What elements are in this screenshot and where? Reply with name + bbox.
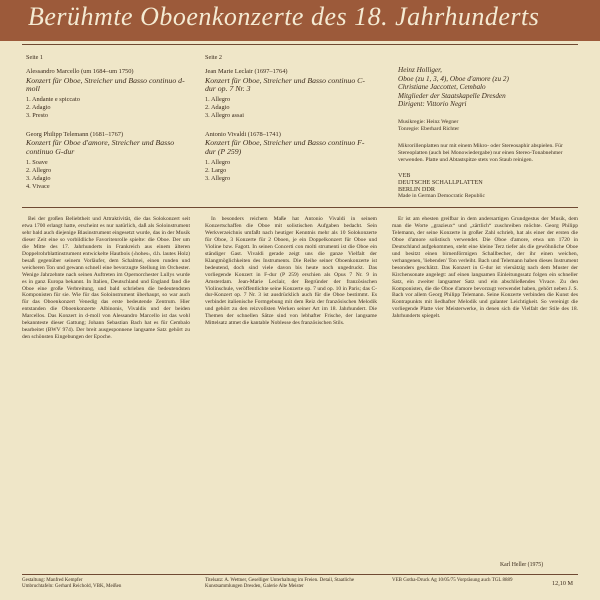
composer: Antonio Vivaldi (1678–1741) [205,131,281,139]
label-veb: VEB [398,171,411,179]
work-title: Konzert für Oboe, Streicher und Basso continuo F-dur (P 259) [205,138,365,157]
footer-print: VEB Gotha-Druck Ag 10/05/75 Vorpräsung auch TGL 8889 [392,578,513,583]
essay-text: In besonders reichem Maße hat Antonio Vivaldi in seinem Konzertschaffen die Oboe mit solistischen Aufgaben bedacht. Sein Werkverzeichnis umfaßt nach heutiger Kenntnis mehr als 10 Solokonzerte für Oboe, 3 Konzerte für 2 Oboen, je ein Doppelkonzert für Oboe und Violine bzw. Fagott. In seinen Concerti con molti strumenti ist die Oboe ein ständiger Gast. Vivaldi gerade zeigt uns die ganze Vielfalt der Klangmöglichkeiten des Instruments. Die Reihe seiner Oboenkonzerte ist bedeutend, doch sind viele davon bis heute noch ungedruckt. Das vorliegende Konzert in F-dur (P 259) erschien als Opus 7 Nr. 9 in Amsterdam. Jean-Marie Leclair, der Begründer der französischen Violinschule, veröffentlichte seine Konzerte op. 7 und op. 10 in Paris; das C-dur-Konzert op. 7 Nr. 3 ist ausdrücklich auch für die Oboe bestimmt. Es verbindet italienische Formgebung mit dem Reiz der französischen Melodik und gehört zu den reizvollsten Werken seiner Art im 18. Jahrhundert. Die Themen der schnellen Sätze sind von lebhafter Frische, der langsame Mittelsatz atmet die kantable Noblesse des französischen Stils. [205,216,377,327]
performer-line: Oboe (zu 1, 3, 4), Oboe d'amore (zu 2) [398,74,509,83]
credit-line: Tonregie: Eberhard Richter [398,125,460,132]
movement: 3. Presto [26,112,49,120]
label-origin: Made in German Democratic Republic [398,192,485,199]
side2-column [205,54,365,194]
side2-label: Seite 2 [205,54,223,61]
side1-column [26,54,186,202]
performer-line: Heinz Holliger, [398,66,442,74]
movement: 3. Allegro [205,175,231,183]
movement: 3. Adagio [26,175,51,183]
composer: Jean Marie Leclair (1697–1764) [205,68,288,76]
side1-work-1 [26,68,186,120]
performers-column [398,66,578,200]
essay-author: Karl Heller (1975) [500,562,544,568]
movement: 2. Allegro [26,167,52,175]
side2-work-1 [205,68,365,120]
footer-design: Gestaltung: Manfred Kempfer Umbruchtafeln: Gerhard Reichold, VBK, Meißen [22,578,122,589]
middle-rule [22,207,578,208]
movement: 2. Adagio [205,104,230,112]
movement: 1. Soave [26,159,48,167]
price: 12,10 M [552,580,573,587]
essay-column-2 [205,216,377,570]
composer: Alessandro Marcello (um 1684–um 1750) [26,68,134,76]
title-banner [0,0,600,41]
credit-line: Musikregie: Heinz Wegner [398,118,459,125]
side2-work-2 [205,131,365,183]
playback-notice: Mikrorillenplatten nur mit einem Mikro- oder Stereosaphir abspielen. Für Stereoplatten (auch bei Monowiedergabe) nur einen Stereo-Tonabnehmer verwenden. Platte und Abtastspitze stets von Staub reinigen. [398,142,563,163]
label-city: BERLIN DDR [398,185,435,193]
performer-line: Dirigent: Vittorio Negri [398,100,467,108]
movement: 2. Largo [205,167,227,175]
work-title: Konzert für Oboe d'amore, Streicher und Basso continuo G-dur [26,138,175,157]
essay-column-1 [22,216,190,570]
label-name: DEUTSCHE SCHALLPLATTEN [398,178,483,186]
composer: Georg Philipp Telemann (1681–1767) [26,131,124,139]
work-title: Konzert für Oboe, Streicher und Basso continuo C-dur op. 7 Nr. 3 [205,75,365,94]
bottom-rule [22,574,578,575]
essay-text: Bei der großen Beliebtheit und Attraktivität, die das Solokonzert seit etwa 1700 erlangt hatte, erscheint es nur natürlich, daß als Soloinstrument sehr bald auch diejenige Blasinstrument eingesetzt wurde, das in der Musik dieser Zeit eine so vorbildliche Favoritenrolle spielte: die Oboe. Der um die Mitte des 17. Jahrhunderts in Frankreich aus einem älteren Doppelrohrblattinstrument entwickelte Hautbois (›hohes‹, d.h. lautes Holz) besaß gegenüber seinem Vorläufer, dem Schalmei, einen runden und weicheren Ton und gewann schnell eine bevorzugte Stellung im Orchester. Wenige Jahrzehnte nach seinen Auftreten im Opernorchester Lullys wurde es in ganz Europa bekannt. In Italien, Deutschland und England fand die Oboe eine große Verbreitung, und bald schrieben die bedeutendsten Komponisten für sie. Wie für das Soloinstrument überhaupt, so war auch für das Oboenkonzert Venedig das erste bedeutende Zentrum. Hier entstanden die Oboenkonzerte Albinonis, Vivaldis und der beiden Marcellos. Das Konzert in d-moll von Alessandro Marcello ist das wohl bekannteste dieser Gattung; Johann Sebastian Bach hat es für Cembalo bearbeitet (BWV 974). Der breit ausgesponnene langsame Satz gehört zu den schönsten Eingebungen der Epoche. [22,216,190,341]
movement: 1. Andante e spiccato [26,96,80,104]
side1-work-2 [26,131,186,191]
essay-text: Er ist am ehesten greifbar in dem andersartigen Grundgestus der Musik, dem man die Worte „grazieux“ und „zärtlich“ zuschreiben möchte. Georg Philipp Telemann, der seine Konzerte in großer Zahl schrieb, hat als einer der ersten die Oboe d'amore solistisch verwendet. Die Oboe d'amore, etwa um 1720 in Deutschland aufgekommen, steht eine kleine Terz tiefer als die gewöhnliche Oboe und besitzt einen birnenförmigen Schallbecher, der ihr einen weichen, verhangenen, 'liebenden' Ton verleiht. Bach und Telemann haben dieses Instrument besonders geschätzt. Das Konzert in G-dur ist viersätzig nach dem Muster der Kirchensonate angelegt: auf einen langsamen Einleitungssatz folgen ein schneller Satz, ein zweiter langsamer Satz und ein abschließendes Vivace. Zu den Komponisten, die die Oboe d'amore bevorzugt verwendet haben, gehört neben J. S. Bach vor allem Georg Philipp Telemann. Seine Konzerte verbinden die Kunst des Kontrapunkts mit liedhafter Melodik und galanter Leichtigkeit. So vereinigt die vorliegende Platte vier Meisterwerke, in denen sich die Vielfalt der Stile des 18. Jahrhunderts spiegelt. [392,216,578,320]
performer-line: Christiane Jaccottet, Cembalo [398,83,486,91]
work-title: Konzert für Oboe, Streicher und Basso continuo d-moll [26,75,185,94]
side1-label: Seite 1 [26,54,44,61]
movement: 1. Allegro [205,159,231,167]
movement: 1. Allegro [205,96,231,104]
album-title: Berühmte Oboenkonzerte des 18. Jahrhunderts [28,2,540,31]
movement: 4. Vivace [26,183,50,191]
movement: 2. Adagio [26,104,51,112]
performer-line: Mitglieder der Staatskapelle Dresden [398,91,506,100]
top-rule [22,44,578,45]
movement: 3. Allegro assai [205,112,244,120]
footer-cover-art: Titelsatz: A. Wettner, Geselliger Unterhaltung im Freien. Detail, Staatliche Kunstsammlungen Dresden, Galerie Alte Meister [205,578,355,589]
essay-column-3 [392,216,578,556]
